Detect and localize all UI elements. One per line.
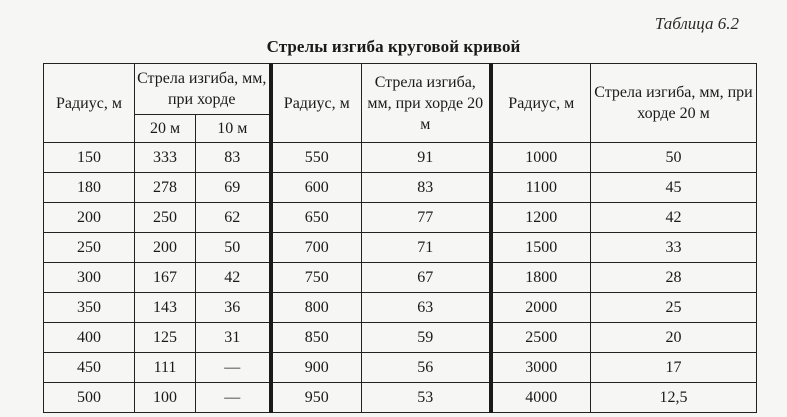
- cell-radius-2: 850: [271, 323, 362, 353]
- cell-deflection-20-b: 56: [362, 353, 491, 383]
- cell-radius-1: 180: [44, 173, 135, 203]
- header-radius-3: Радиус, м: [491, 64, 591, 143]
- header-deflection-2: Стрела изгиба, мм, при хорде 20 м: [362, 64, 491, 143]
- table-row: [44, 173, 757, 203]
- cell-deflection-20-a: 250: [135, 203, 196, 233]
- cell-deflection-20-b: 67: [362, 263, 491, 293]
- cell-radius-1: 150: [44, 143, 135, 173]
- cell-deflection-20-b: 71: [362, 233, 491, 263]
- cell-deflection-10-a: —: [196, 383, 271, 413]
- table-row: [44, 383, 757, 413]
- cell-deflection-10-a: 36: [196, 293, 271, 323]
- cell-deflection-20-a: 333: [135, 143, 196, 173]
- cell-radius-1: 350: [44, 293, 135, 323]
- header-radius-1: Радиус, м: [44, 64, 135, 143]
- cell-radius-3: 3000: [491, 353, 591, 383]
- cell-radius-1: 200: [44, 203, 135, 233]
- cell-radius-3: 1500: [491, 233, 591, 263]
- cell-deflection-20-b: 63: [362, 293, 491, 323]
- cell-radius-3: 1800: [491, 263, 591, 293]
- header-radius-2: Радиус, м: [271, 64, 362, 143]
- cell-deflection-20-b: 77: [362, 203, 491, 233]
- table-row: [44, 323, 757, 353]
- cell-radius-3: 1000: [491, 143, 591, 173]
- table-row: [44, 233, 757, 263]
- cell-radius-2: 600: [271, 173, 362, 203]
- cell-deflection-20-a: 278: [135, 173, 196, 203]
- cell-deflection-20-b: 59: [362, 323, 491, 353]
- cell-radius-1: 300: [44, 263, 135, 293]
- table-number: Таблица 6.2: [654, 14, 739, 33]
- cell-radius-2: 900: [271, 353, 362, 383]
- cell-deflection-20-c: 12,5: [591, 383, 757, 413]
- cell-radius-2: 700: [271, 233, 362, 263]
- cell-deflection-20-c: 33: [591, 233, 757, 263]
- header-chord-20: 20 м: [135, 115, 196, 143]
- cell-deflection-20-b: 83: [362, 173, 491, 203]
- cell-deflection-20-c: 25: [591, 293, 757, 323]
- cell-deflection-20-a: 167: [135, 263, 196, 293]
- cell-deflection-10-a: 31: [196, 323, 271, 353]
- table-row: [44, 353, 757, 383]
- table-row: [44, 143, 757, 173]
- cell-deflection-20-c: 42: [591, 203, 757, 233]
- header-deflection-1: Стрела изгиба, мм, при хорде: [135, 64, 271, 115]
- cell-radius-3: 1200: [491, 203, 591, 233]
- cell-deflection-20-a: 125: [135, 323, 196, 353]
- cell-radius-2: 950: [271, 383, 362, 413]
- cell-radius-1: 500: [44, 383, 135, 413]
- cell-radius-2: 550: [271, 143, 362, 173]
- header-chord-10: 10 м: [196, 115, 271, 143]
- cell-deflection-10-a: 42: [196, 263, 271, 293]
- cell-deflection-20-c: 20: [591, 323, 757, 353]
- cell-radius-1: 400: [44, 323, 135, 353]
- cell-deflection-10-a: 83: [196, 143, 271, 173]
- cell-radius-3: 4000: [491, 383, 591, 413]
- cell-deflection-20-a: 143: [135, 293, 196, 323]
- cell-radius-2: 650: [271, 203, 362, 233]
- deflection-table: [43, 63, 757, 413]
- table-row: [44, 263, 757, 293]
- cell-deflection-10-a: 69: [196, 173, 271, 203]
- cell-radius-3: 2000: [491, 293, 591, 323]
- cell-deflection-20-a: 100: [135, 383, 196, 413]
- cell-deflection-20-c: 28: [591, 263, 757, 293]
- cell-deflection-20-a: 200: [135, 233, 196, 263]
- header-deflection-3: Стрела изгиба, мм, при хорде 20 м: [591, 64, 757, 143]
- cell-deflection-20-c: 17: [591, 353, 757, 383]
- cell-deflection-20-c: 50: [591, 143, 757, 173]
- cell-radius-1: 250: [44, 233, 135, 263]
- cell-deflection-20-a: 111: [135, 353, 196, 383]
- cell-deflection-20-c: 45: [591, 173, 757, 203]
- cell-radius-3: 1100: [491, 173, 591, 203]
- cell-deflection-10-a: 62: [196, 203, 271, 233]
- cell-radius-2: 800: [271, 293, 362, 323]
- cell-radius-2: 750: [271, 263, 362, 293]
- cell-radius-3: 2500: [491, 323, 591, 353]
- table-title: Стрелы изгиба круговой кривой: [266, 37, 521, 56]
- table-row: [44, 203, 757, 233]
- cell-deflection-20-b: 91: [362, 143, 491, 173]
- table-row: [44, 293, 757, 323]
- cell-deflection-20-b: 53: [362, 383, 491, 413]
- cell-deflection-10-a: —: [196, 353, 271, 383]
- cell-radius-1: 450: [44, 353, 135, 383]
- cell-deflection-10-a: 50: [196, 233, 271, 263]
